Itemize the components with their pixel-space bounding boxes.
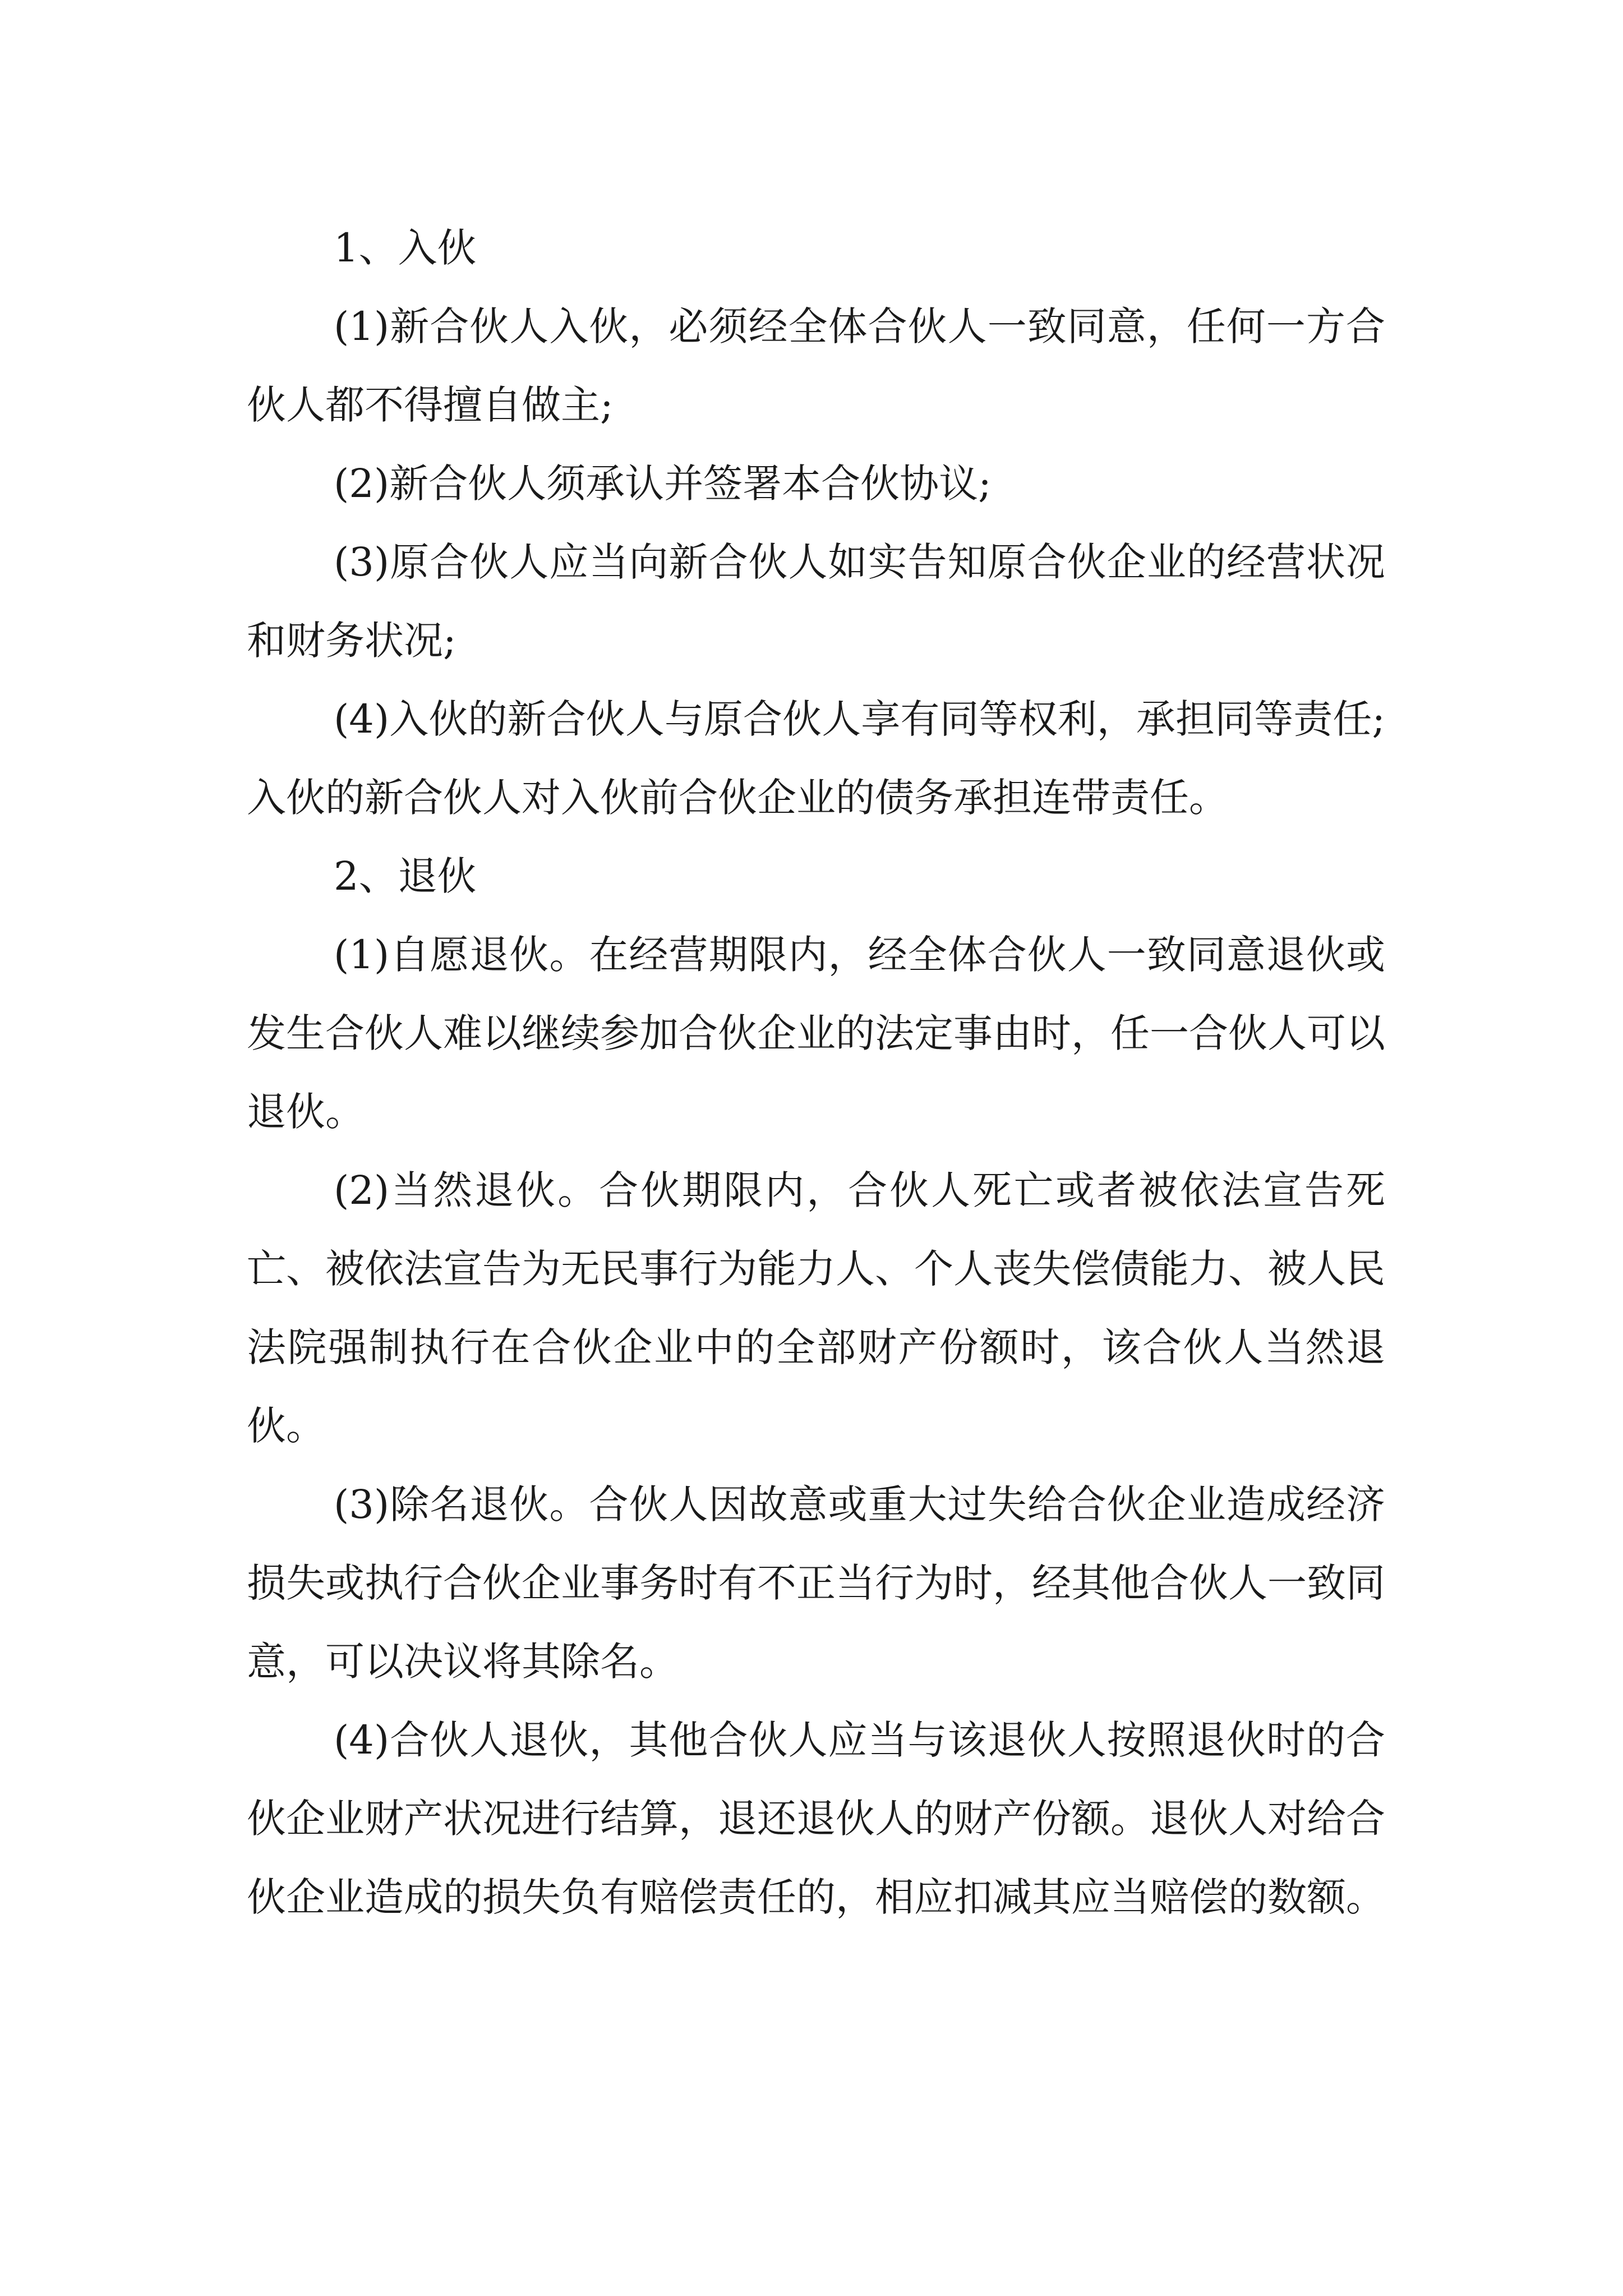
withdrawal-clause-3: (3)除名退伙。合伙人因故意或重大过失给合伙企业造成经济损失或执行合伙企业事务时有不正当行为时，经其他合伙人一致同意，可以决议将其除名。 [247, 1481, 1385, 1685]
document-body [247, 209, 1385, 1936]
withdrawal-clause-4: (4)合伙人退伙，其他合伙人应当与该退伙人按照退伙时的合伙企业财产状况进行结算，退还退伙人的财产份额。退伙人对给合伙企业造成的损失负有赔偿责任的，相应扣减其应当赔偿的数额。 [247, 1717, 1385, 1920]
joining-clause-4: (4)入伙的新合伙人与原合伙人享有同等权利，承担同等责任;入伙的新合伙人对入伙前合伙企业的债务承担连带责任。 [247, 696, 1385, 821]
withdrawal-clause-2: (2)当然退伙。合伙期限内，合伙人死亡或者被依法宣告死亡、被依法宣告为无民事行为能力人、个人丧失偿债能力、被人民法院强制执行在合伙企业中的全部财产份额时，该合伙人当然退伙。 [247, 1167, 1385, 1449]
joining-clause-3: (3)原合伙人应当向新合伙人如实告知原合伙企业的经营状况和财务状况; [247, 539, 1385, 664]
withdrawal-clause-1: (1)自愿退伙。在经营期限内，经全体合伙人一致同意退伙或发生合伙人难以继续参加合伙企业的法定事由时，任一合伙人可以退伙。 [247, 932, 1385, 1135]
section-heading-withdrawal: 2、退伙 [334, 853, 477, 899]
section-heading-joining: 1、入伙 [334, 225, 477, 271]
joining-clause-2: (2)新合伙人须承认并签署本合伙协议; [334, 461, 992, 507]
joining-clause-1: (1)新合伙人入伙，必须经全体合伙人一致同意，任何一方合伙人都不得擅自做主; [247, 303, 1385, 428]
